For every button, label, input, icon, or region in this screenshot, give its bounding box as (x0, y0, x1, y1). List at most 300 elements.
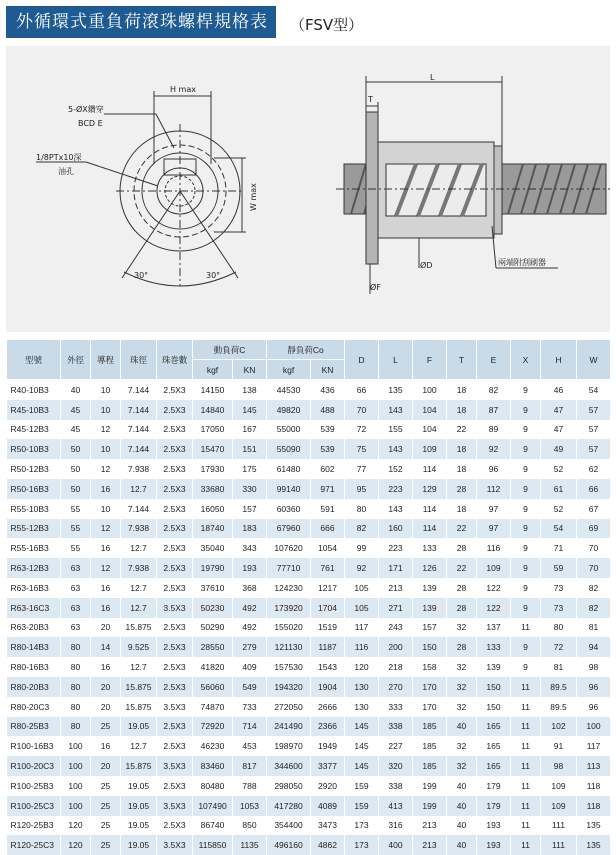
table-cell: 7.938 (121, 519, 157, 539)
table-cell: 2.5X3 (157, 420, 193, 440)
table-cell: R63-16C3 (7, 598, 61, 618)
table-cell: 2.5X3 (157, 816, 193, 836)
table-cell: 157 (233, 499, 267, 519)
table-cell: 145 (345, 736, 379, 756)
table-cell: 100 (61, 776, 91, 796)
table-row (7, 479, 611, 499)
table-cell: 9 (511, 459, 541, 479)
table-cell: 118 (577, 796, 611, 816)
table-cell: 143 (379, 400, 413, 420)
table-cell: 111 (541, 816, 577, 836)
table-cell: 170 (413, 677, 447, 697)
table-cell: 97 (477, 499, 511, 519)
table-cell: 1949 (311, 736, 345, 756)
table-cell: 37610 (193, 578, 233, 598)
t-label: T (367, 95, 373, 104)
header-ball: 珠徑 (121, 340, 157, 380)
table-cell: 74870 (193, 697, 233, 717)
table-cell: 143 (379, 439, 413, 459)
table-cell: 112 (477, 479, 511, 499)
table-cell: 14 (91, 637, 121, 657)
table-cell: 55090 (267, 439, 311, 459)
table-cell: 1187 (311, 637, 345, 657)
table-cell: 49820 (267, 400, 311, 420)
table-row (7, 400, 611, 420)
table-cell: 338 (379, 717, 413, 737)
table-cell: 12 (91, 459, 121, 479)
table-cell: R80-20C3 (7, 697, 61, 717)
table-cell: 151 (233, 439, 267, 459)
table-cell: 223 (379, 538, 413, 558)
table-cell: 272050 (267, 697, 311, 717)
table-cell: 82 (577, 598, 611, 618)
table-cell: 11 (511, 697, 541, 717)
table-cell: 80 (61, 657, 91, 677)
table-cell: 18 (447, 400, 477, 420)
table-cell: 155020 (267, 618, 311, 638)
header-W: W (577, 340, 611, 380)
table-cell: 100 (61, 736, 91, 756)
header-lead: 導程 (91, 340, 121, 380)
table-cell: 32 (447, 677, 477, 697)
table-cell: 117 (577, 736, 611, 756)
table-cell: 20 (91, 618, 121, 638)
table-cell: 25 (91, 776, 121, 796)
table-cell: 761 (311, 558, 345, 578)
table-row (7, 578, 611, 598)
table-cell: 179 (477, 776, 511, 796)
table-cell: 2366 (311, 717, 345, 737)
table-cell: 417280 (267, 796, 311, 816)
table-cell: 9 (511, 538, 541, 558)
table-cell: 241490 (267, 717, 311, 737)
table-cell: 2.5X3 (157, 637, 193, 657)
table-cell: 135 (577, 835, 611, 855)
table-cell: R63-12B3 (7, 558, 61, 578)
table-cell: 77 (345, 459, 379, 479)
table-cell: 28 (447, 598, 477, 618)
table-cell: 2.5X3 (157, 459, 193, 479)
table-cell: 143 (379, 499, 413, 519)
table-cell: 33680 (193, 479, 233, 499)
table-cell: 19.05 (121, 816, 157, 836)
table-cell: 3.5X3 (157, 796, 193, 816)
table-cell: 279 (233, 637, 267, 657)
table-cell: 28 (447, 578, 477, 598)
table-cell: 185 (413, 756, 447, 776)
table-row (7, 816, 611, 836)
table-cell: 1543 (311, 657, 345, 677)
table-cell: 15.875 (121, 756, 157, 776)
table-cell: 100 (61, 756, 91, 776)
table-cell: 9 (511, 637, 541, 657)
table-cell: 12.7 (121, 657, 157, 677)
table-row (7, 618, 611, 638)
table-cell: 12 (91, 558, 121, 578)
table-cell: 55 (61, 538, 91, 558)
table-cell: 539 (311, 420, 345, 440)
table-cell: 55 (61, 499, 91, 519)
f-label: ØF (370, 282, 381, 292)
table-cell: 109 (541, 796, 577, 816)
table-cell: 10 (91, 380, 121, 400)
table-cell: 165 (477, 756, 511, 776)
table-cell: 80480 (193, 776, 233, 796)
table-cell: 28 (447, 479, 477, 499)
table-cell: 145 (233, 400, 267, 420)
table-cell: 1135 (233, 835, 267, 855)
table-cell: 133 (477, 637, 511, 657)
table-cell: 1704 (311, 598, 345, 618)
table-cell: 10 (91, 400, 121, 420)
table-cell: 3473 (311, 816, 345, 836)
spec-table (6, 339, 611, 855)
table-cell: 61480 (267, 459, 311, 479)
table-cell: 7.144 (121, 420, 157, 440)
table-cell: 96 (577, 697, 611, 717)
table-cell: 158 (413, 657, 447, 677)
table-cell: 72 (541, 637, 577, 657)
table-cell: 89 (477, 420, 511, 440)
table-cell: R45-10B3 (7, 400, 61, 420)
table-cell: R100-16B3 (7, 736, 61, 756)
table-cell: 2.5X3 (157, 776, 193, 796)
table-cell: 183 (233, 519, 267, 539)
table-cell: 11 (511, 835, 541, 855)
table-cell: 25 (91, 835, 121, 855)
table-cell: 87 (477, 400, 511, 420)
table-cell: 44530 (267, 380, 311, 400)
table-cell: 18 (447, 459, 477, 479)
table-cell: 120 (345, 657, 379, 677)
table-cell: 223 (379, 479, 413, 499)
table-cell: 3377 (311, 756, 345, 776)
table-cell: 122 (477, 598, 511, 618)
table-cell: 2.5X3 (157, 677, 193, 697)
table-cell: 96 (477, 459, 511, 479)
table-cell: 77710 (267, 558, 311, 578)
table-cell: 2.5X3 (157, 558, 193, 578)
bcd-label: BCD E (78, 119, 103, 128)
table-cell: 2666 (311, 697, 345, 717)
table-cell: 14840 (193, 400, 233, 420)
table-cell: 330 (233, 479, 267, 499)
table-cell: 57 (577, 400, 611, 420)
table-cell: 145 (345, 717, 379, 737)
angle-line-1 (122, 191, 180, 278)
table-cell: 354400 (267, 816, 311, 836)
table-cell: 15470 (193, 439, 233, 459)
header-stat-kn: KN (311, 360, 345, 380)
table-cell: 63 (61, 618, 91, 638)
table-row (7, 697, 611, 717)
table-cell: 28 (447, 637, 477, 657)
table-cell: 102 (541, 717, 577, 737)
table-cell: 788 (233, 776, 267, 796)
table-cell: 89.5 (541, 677, 577, 697)
table-cell: 69 (577, 519, 611, 539)
table-cell: 32 (447, 618, 477, 638)
table-cell: 193 (233, 558, 267, 578)
table-cell: 114 (413, 519, 447, 539)
table-cell: 15.875 (121, 677, 157, 697)
table-cell: 1054 (311, 538, 345, 558)
table-row (7, 519, 611, 539)
header-dyn-kgf: kgf (193, 360, 233, 380)
table-cell: 137 (477, 618, 511, 638)
table-cell: 817 (233, 756, 267, 776)
table-cell: 120 (61, 816, 91, 836)
table-cell: 82 (345, 519, 379, 539)
table-cell: 32 (447, 697, 477, 717)
table-cell: 139 (477, 657, 511, 677)
table-cell: 47 (541, 420, 577, 440)
hole-leader (156, 114, 174, 148)
table-cell: R45-12B3 (7, 420, 61, 440)
table-cell: 98 (541, 756, 577, 776)
table-cell: 17930 (193, 459, 233, 479)
table-cell: 19790 (193, 558, 233, 578)
table-cell: 193 (477, 816, 511, 836)
table-cell: 121130 (267, 637, 311, 657)
table-cell: 105 (345, 578, 379, 598)
h-label: H max (170, 85, 196, 94)
table-cell: 199 (413, 776, 447, 796)
table-cell: 35040 (193, 538, 233, 558)
table-row (7, 499, 611, 519)
table-row (7, 657, 611, 677)
table-cell: 971 (311, 479, 345, 499)
table-cell: 25 (91, 717, 121, 737)
table-cell: 60360 (267, 499, 311, 519)
table-cell: 850 (233, 816, 267, 836)
table-cell: 16 (91, 578, 121, 598)
table-cell: 492 (233, 618, 267, 638)
table-cell: 83460 (193, 756, 233, 776)
table-cell: 167 (233, 420, 267, 440)
header-dyn-kn: KN (233, 360, 267, 380)
table-cell: 114 (413, 459, 447, 479)
oil-label-2: 油孔 (58, 166, 74, 176)
table-cell: 591 (311, 499, 345, 519)
d-label: ØD (420, 260, 432, 270)
table-cell: 105 (345, 598, 379, 618)
table-cell: 80 (61, 697, 91, 717)
table-cell: 152 (379, 459, 413, 479)
table-cell: 63 (61, 578, 91, 598)
header-T: T (447, 340, 477, 380)
table-cell: 173 (345, 835, 379, 855)
table-cell: 91 (541, 736, 577, 756)
table-cell: 175 (233, 459, 267, 479)
table-cell: 9 (511, 519, 541, 539)
table-cell: 104 (413, 420, 447, 440)
table-cell: R100-25C3 (7, 796, 61, 816)
header-X: X (511, 340, 541, 380)
table-cell: 50230 (193, 598, 233, 618)
table-cell: 185 (413, 717, 447, 737)
table-cell: 18740 (193, 519, 233, 539)
table-cell: 63 (61, 598, 91, 618)
table-cell: 16 (91, 657, 121, 677)
table-cell: 171 (379, 558, 413, 578)
table-cell: 298050 (267, 776, 311, 796)
table-cell: 20 (91, 697, 121, 717)
table-cell: R80-16B3 (7, 657, 61, 677)
table-cell: 666 (311, 519, 345, 539)
table-row (7, 637, 611, 657)
table-cell: 109 (541, 776, 577, 796)
table-row (7, 538, 611, 558)
table-cell: 20 (91, 756, 121, 776)
table-cell: 111 (541, 835, 577, 855)
table-row (7, 756, 611, 776)
table-cell: 116 (477, 538, 511, 558)
page-subtitle: （FSV型） (290, 14, 363, 35)
table-cell: 400 (379, 835, 413, 855)
table-cell: 7.938 (121, 459, 157, 479)
table-cell: 170 (413, 697, 447, 717)
technical-drawing (6, 46, 610, 332)
table-cell: 81 (577, 618, 611, 638)
table-cell: 99140 (267, 479, 311, 499)
table-cell: 200 (379, 637, 413, 657)
table-cell: 80 (61, 637, 91, 657)
table-cell: 12 (91, 420, 121, 440)
table-cell: 16 (91, 736, 121, 756)
header-turns: 珠巻數 (157, 340, 193, 380)
table-cell: 549 (233, 677, 267, 697)
table-cell: R120-25B3 (7, 816, 61, 836)
table-cell: 70 (577, 538, 611, 558)
table-cell: 126 (413, 558, 447, 578)
table-cell: 95 (345, 479, 379, 499)
table-cell: 67 (577, 499, 611, 519)
table-cell: 62 (577, 459, 611, 479)
table-cell: 4089 (311, 796, 345, 816)
table-cell: 50290 (193, 618, 233, 638)
table-cell: R55-10B3 (7, 499, 61, 519)
table-row (7, 717, 611, 737)
table-cell: 11 (511, 796, 541, 816)
table-cell: 198970 (267, 736, 311, 756)
table-cell: R50-10B3 (7, 439, 61, 459)
table-cell: 80 (61, 717, 91, 737)
table-cell: 59 (541, 558, 577, 578)
table-cell: 320 (379, 756, 413, 776)
table-cell: 9 (511, 657, 541, 677)
table-cell: 28 (447, 538, 477, 558)
table-cell: 602 (311, 459, 345, 479)
table-cell: 124230 (267, 578, 311, 598)
table-cell: 2.5X3 (157, 736, 193, 756)
header-F: F (413, 340, 447, 380)
table-cell: 413 (379, 796, 413, 816)
table-cell: 165 (477, 736, 511, 756)
header-D: D (345, 340, 379, 380)
table-cell: 122 (477, 578, 511, 598)
table-cell: 16 (91, 598, 121, 618)
table-cell: 173 (345, 816, 379, 836)
table-cell: 80 (345, 499, 379, 519)
table-cell: R80-20B3 (7, 677, 61, 697)
table-cell: 117 (345, 618, 379, 638)
table-cell: 9 (511, 380, 541, 400)
table-cell: 52 (541, 459, 577, 479)
table-cell: 243 (379, 618, 413, 638)
table-cell: 56060 (193, 677, 233, 697)
table-cell: 213 (379, 578, 413, 598)
table-cell: 70 (577, 558, 611, 578)
table-cell: 19.05 (121, 835, 157, 855)
table-cell: 80 (61, 677, 91, 697)
table-cell: R63-20B3 (7, 618, 61, 638)
table-cell: 2.5X3 (157, 717, 193, 737)
table-cell: 9 (511, 499, 541, 519)
table-cell: 45 (61, 420, 91, 440)
table-cell: 9 (511, 400, 541, 420)
table-row (7, 776, 611, 796)
table-cell: 49 (541, 439, 577, 459)
table-cell: 270 (379, 677, 413, 697)
table-cell: 116 (345, 637, 379, 657)
table-cell: 18 (447, 499, 477, 519)
table-cell: 107490 (193, 796, 233, 816)
table-cell: 25 (91, 796, 121, 816)
table-cell: 492 (233, 598, 267, 618)
table-cell: 19.05 (121, 796, 157, 816)
table-cell: 94 (577, 637, 611, 657)
table-cell: 80 (541, 618, 577, 638)
table-cell: 15.875 (121, 618, 157, 638)
table-cell: 159 (345, 776, 379, 796)
table-cell: 9 (511, 578, 541, 598)
table-cell: R80-25B3 (7, 717, 61, 737)
side-view (336, 76, 610, 294)
table-cell: 12.7 (121, 479, 157, 499)
table-cell: 96 (577, 677, 611, 697)
table-cell: R100-25B3 (7, 776, 61, 796)
table-cell: 10 (91, 439, 121, 459)
table-cell: 57 (577, 439, 611, 459)
table-cell: 118 (577, 776, 611, 796)
page-title: 外循環式重負荷滾珠螺桿規格表 (6, 6, 276, 38)
table-row (7, 835, 611, 855)
table-cell: 45 (61, 400, 91, 420)
header-model: 型號 (7, 340, 61, 380)
table-cell: 66 (577, 479, 611, 499)
table-cell: 129 (413, 479, 447, 499)
table-cell: 55000 (267, 420, 311, 440)
table-cell: 130 (345, 697, 379, 717)
table-cell: 7.938 (121, 558, 157, 578)
table-row (7, 736, 611, 756)
table-cell: 1053 (233, 796, 267, 816)
table-cell: 73 (541, 598, 577, 618)
table-cell: 82 (477, 380, 511, 400)
table-cell: 2.5X3 (157, 538, 193, 558)
table-cell: 41820 (193, 657, 233, 677)
oil-leader (86, 162, 158, 186)
table-cell: 2.5X3 (157, 439, 193, 459)
drawing-svg (6, 46, 610, 332)
table-cell: 130 (345, 677, 379, 697)
table-cell: 194320 (267, 677, 311, 697)
table-cell: 81 (541, 657, 577, 677)
table-cell: R50-16B3 (7, 479, 61, 499)
table-cell: 3.5X3 (157, 697, 193, 717)
header-H: H (541, 340, 577, 380)
